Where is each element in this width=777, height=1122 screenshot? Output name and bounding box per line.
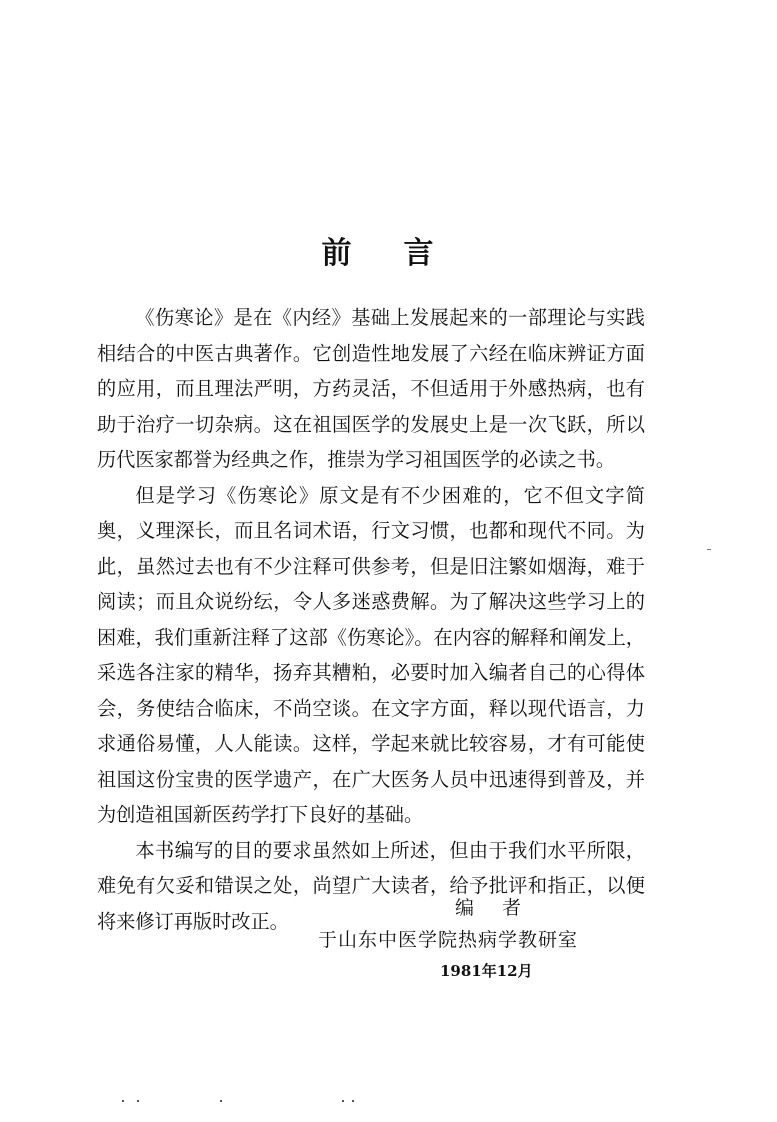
page-title: 前言: [321, 236, 486, 272]
scan-speck: [220, 1100, 222, 1102]
paragraph-1: 《伤寒论》是在《内经》基础上发展起来的一部理论与实践相结合的中医古典著作。它创造性地发展了六经在临床辨证方面的应用，而且理法严明，方药灵活，不但适用于外感热病，也有助于治疗一切杂病。这在祖国医学的发展史上是一次飞跃，所以历代医家都誉为经典之作，推崇为学习祖国医学的必读之书。: [97, 306, 645, 471]
scan-specks: [0, 1100, 777, 1106]
scan-speck: [137, 1100, 139, 1102]
scan-speck: [342, 1100, 344, 1102]
signature-organization: 于山东中医学院热病学教研室: [318, 929, 579, 951]
scan-speck: [352, 1100, 354, 1102]
scan-speck: [122, 1100, 124, 1102]
preface-body: [97, 300, 645, 939]
signature-role: 编者: [455, 897, 550, 919]
paragraph-3: 本书编写的目的要求虽然如上所述，但由于我们水平所限，难免有欠妥和错误之处，尚望广大读者，给予批评和指正，以便将来修订再版时改正。: [97, 838, 645, 933]
signature-date: 1981年12月: [440, 962, 533, 980]
scan-artifact: [707, 549, 711, 550]
paragraph-2: 但是学习《伤寒论》原文是有不少困难的，它不但文字简奥，义理深长，而且名词术语，行文习惯，也都和现代不同。为此，虽然过去也有不少注释可供参考，但是旧注繁如烟海，难于阅读；而且众说纷纭，令人多迷惑费解。为了解决这些学习上的困难，我们重新注释了这部《伤寒论》。在内容的解释和阐发上，采选各注家的精华，扬弃其糟粕，必要时加入编者自己的心得体会，务使结合临床，不尚空谈。在文字方面，释以现代语言，力求通俗易懂，人人能读。这样，学起来就比较容易，才有可能使祖国这份宝贵的医学遗产，在广大医务人员中迅速得到普及，并为创造祖国新医药学打下良好的基础。: [97, 483, 645, 826]
